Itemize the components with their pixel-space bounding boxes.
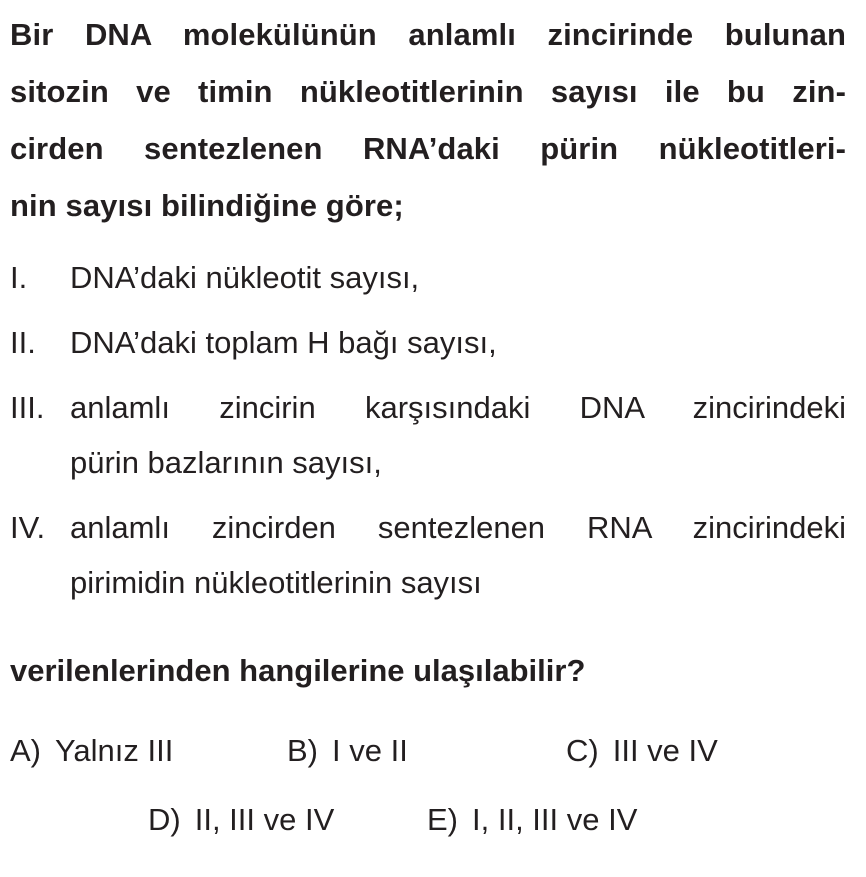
choice-label: A) xyxy=(10,733,41,768)
statement-text: anlamlı zincirden sentezlenen RNA zincirindeki xyxy=(70,510,846,545)
statement-number: I. xyxy=(10,260,28,295)
choice-b[interactable] xyxy=(287,722,408,779)
stem-line: cirden sentezlenen RNA’daki pürin nükleotitleri- xyxy=(10,131,846,166)
choice-label: D) xyxy=(148,802,181,837)
statement-number: III. xyxy=(10,390,45,425)
statement-item-3 xyxy=(10,380,846,490)
statement-item-2 xyxy=(10,315,846,370)
statement-item-4 xyxy=(10,500,846,610)
statement-text: DNA’daki nükleotit sayısı, xyxy=(70,260,420,295)
stem-line: Bir DNA molekülünün anlamlı zincirinde bulunan xyxy=(10,17,846,52)
statement-text: pirimidin nükleotitlerinin sayısı xyxy=(70,565,482,600)
choice-text: III ve IV xyxy=(612,733,718,768)
statement-text: pürin bazlarının sayısı, xyxy=(70,445,382,480)
statement-item-1 xyxy=(10,250,846,305)
choice-text: I ve II xyxy=(332,733,408,768)
question-stem xyxy=(10,6,846,234)
stem-line: sitozin ve timin nükleotitlerinin sayısı ile bu zin- xyxy=(10,74,846,109)
choice-text: Yalnız III xyxy=(55,733,174,768)
choice-d[interactable] xyxy=(148,791,334,848)
question-prompt: verilenlerinden hangilerine ulaşılabilir? xyxy=(10,653,586,688)
choice-text: I, II, III ve IV xyxy=(472,802,638,837)
choice-a[interactable] xyxy=(10,722,173,779)
choice-c[interactable] xyxy=(566,722,718,779)
choice-text: II, III ve IV xyxy=(194,802,335,837)
statement-list xyxy=(10,250,846,620)
choice-label: C) xyxy=(566,733,599,768)
choice-e[interactable] xyxy=(427,791,637,848)
statement-number: II. xyxy=(10,325,36,360)
statement-text: anlamlı zincirin karşısındaki DNA zincirindeki xyxy=(70,390,846,425)
choice-label: E) xyxy=(427,802,458,837)
statement-number: IV. xyxy=(10,510,46,545)
choice-label: B) xyxy=(287,733,318,768)
statement-text: DNA’daki toplam H bağı sayısı, xyxy=(70,325,497,360)
stem-line: nin sayısı bilindiğine göre; xyxy=(10,188,404,223)
